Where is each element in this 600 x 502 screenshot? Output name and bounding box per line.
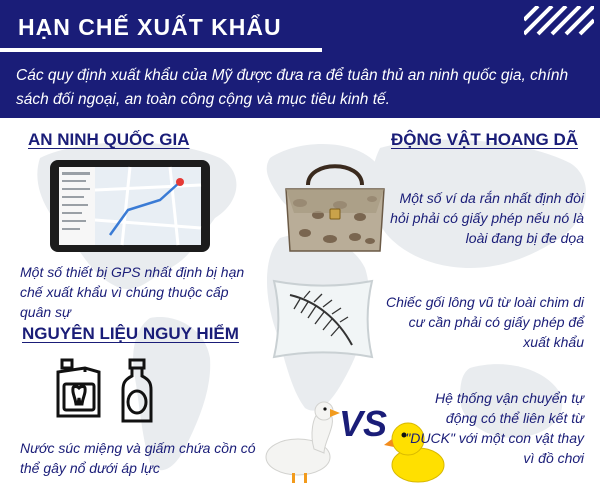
versus-label: VS (338, 403, 388, 444)
page-title: HẠN CHẾ XUẤT KHẨU (18, 14, 282, 40)
gps-description: Một số thiết bị GPS nhất định bị hạn chế xuất khẩu vì chúng thuộc cấp quân sự (20, 264, 245, 320)
national-security-heading: AN NINH QUỐC GIA (28, 130, 190, 149)
gps-device-icon (50, 160, 210, 252)
wildlife-heading: ĐỘNG VẬT HOANG DÃ (391, 130, 578, 149)
intro-text: Các quy định xuất khẩu của Mỹ được đưa ra để tuân thủ an ninh quốc gia, chính sách đối ngoại, an toàn công cộng và mục tiêu kinh tế. (16, 67, 569, 108)
title-underline (0, 48, 322, 52)
vinegar-bottle-icon (120, 358, 154, 424)
snakeskin-handbag-icon (280, 155, 390, 255)
duck-description: Hệ thống vận chuyển tự động có thể liên kết từ "DUCK" với một con vật thay vì đồ chơi (405, 390, 584, 466)
mouthwash-description: Nước súc miệng và giấm chứa cồn có thể gây nổ dưới áp lực (20, 440, 256, 476)
snakeskin-description: Một số ví da rắn nhất định đòi hỏi phải có giấy phép nếu nó là loài đang bị đe dọa (390, 190, 584, 246)
diagonal-stripes-decoration (524, 6, 594, 56)
versus-icon (338, 398, 388, 446)
feather-pillow-icon (268, 275, 378, 363)
dangerous-materials-heading: NGUYÊN LIỆU NGUY HIỂM (22, 324, 239, 343)
white-duck-icon (262, 395, 340, 485)
mouthwash-bottle-icon (55, 358, 103, 420)
feather-pillow-description: Chiếc gối lông vũ từ loài chim di cư cần phải có giấy phép để xuất khẩu (386, 294, 584, 350)
header-banner (0, 0, 600, 118)
